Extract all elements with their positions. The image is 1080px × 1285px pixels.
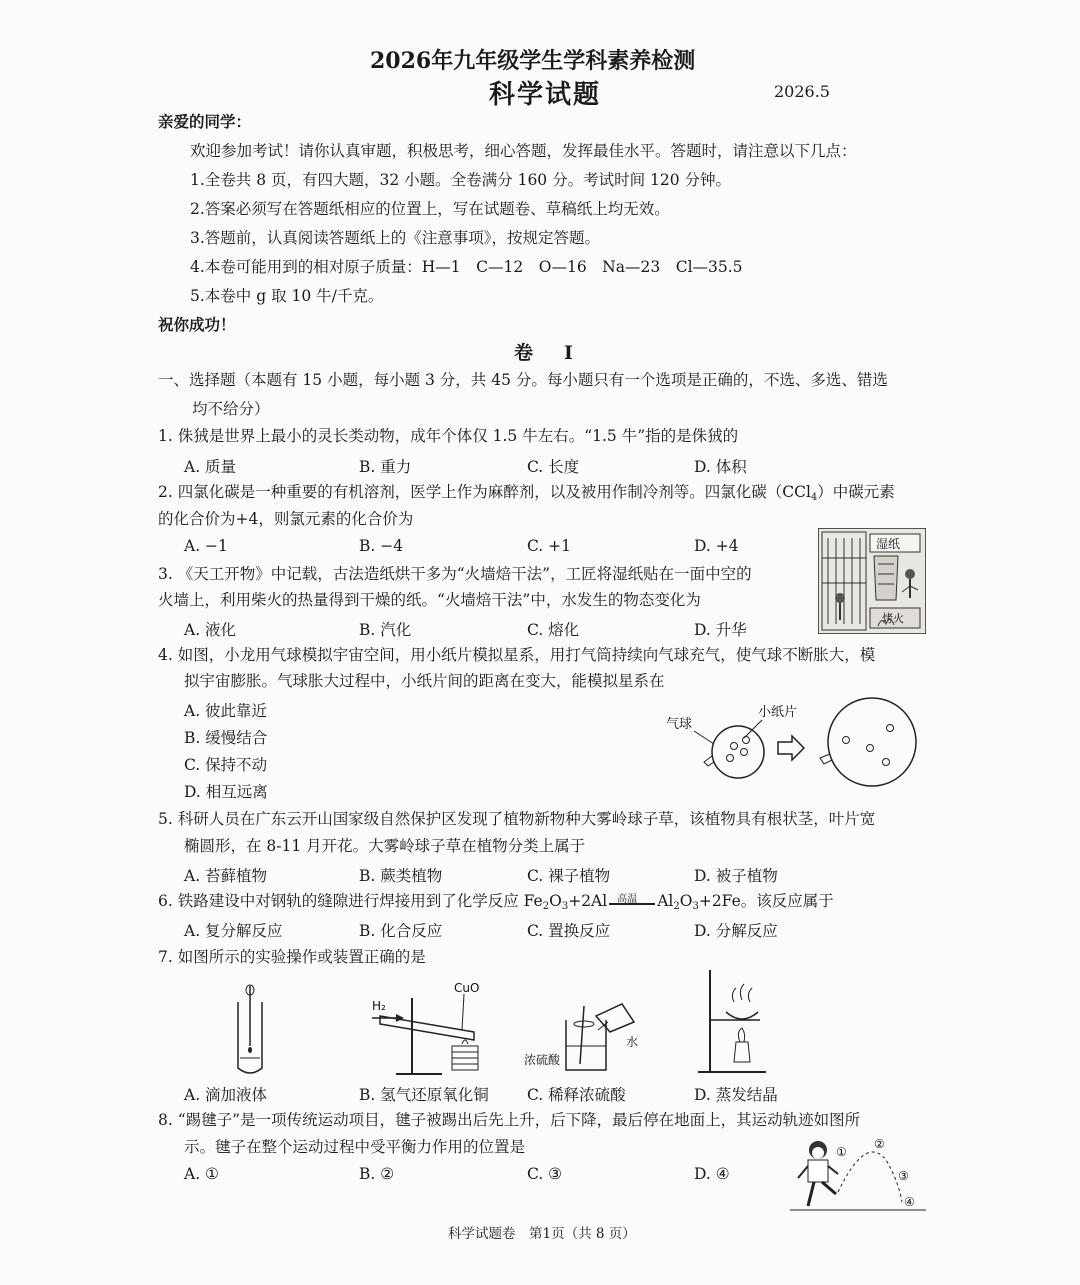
- q3-option-a: A. 液化: [184, 621, 237, 639]
- q3-figure: [818, 528, 926, 634]
- q4-text: 4. 如图，小龙用气球模拟宇宙空间，用小纸片模拟星系，用打气筒持续向气球充气，使气球不断胀大，模: [158, 646, 876, 664]
- q6-sub-4: 3: [692, 901, 699, 912]
- note-2: 2.答案必须写在答题纸相应的位置上，写在试题卷、草稿纸上均无效。: [190, 200, 670, 218]
- q5-text: 5. 科研人员在广东云开山国家级自然保护区发现了植物新物种大雾岭球子草，该植物具有根状茎，叶片宽: [158, 810, 876, 828]
- q6-reaction-condition: 高温: [617, 894, 638, 905]
- q1-option-b: B. 重力: [359, 458, 412, 476]
- q4-option-a: A. 彼此靠近: [184, 702, 268, 720]
- q7-label-acid: 浓硫酸: [524, 1053, 561, 1067]
- q3-option-d: D. 升华: [694, 621, 747, 639]
- note-3: 3.答题前，认真阅读答题纸上的《注意事项》，按规定答题。: [190, 229, 601, 247]
- q1-option-c: C. 长度: [527, 458, 580, 476]
- q8-option-c: C. ③: [527, 1165, 563, 1183]
- q4-option-b: B. 缓慢结合: [184, 729, 268, 747]
- q7-figure-d: [696, 966, 776, 1078]
- q7-option-b: B. 氢气还原氧化铜: [359, 1086, 489, 1104]
- q1-option-d: D. 体积: [694, 458, 747, 476]
- q6-reaction-arrow: [609, 892, 655, 906]
- exam-title: 2026年九年级学生学科素养检测: [370, 48, 696, 74]
- q2-option-b: B. −4: [359, 537, 404, 555]
- q8-label-1: ①: [836, 1145, 847, 1159]
- q8-label-3: ③: [898, 1169, 909, 1183]
- q6-option-b: B. 化合反应: [359, 922, 443, 940]
- q6-text-o1: O: [549, 892, 562, 910]
- q2-option-c: C. +1: [527, 537, 572, 555]
- q5-text-cont: 椭圆形，在 8-11 月开花。大雾岭球子草在植物分类上属于: [184, 837, 586, 855]
- q5-option-a: A. 苔藓植物: [184, 867, 268, 885]
- q2-text-part1: 2. 四氯化碳是一种重要的有机溶剂，医学上作为麻醉剂，以及被用作制冷剂等。四氯化碳（CCl: [158, 483, 811, 501]
- q6-option-a: A. 复分解反应: [184, 922, 283, 940]
- q4-option-d: D. 相互远离: [184, 783, 268, 801]
- exam-date: 2026.5: [774, 82, 830, 101]
- q7-text: 7. 如图所示的实验操作或装置正确的是: [158, 948, 426, 966]
- q2-text-part2: ）中碳元素: [817, 483, 895, 501]
- q7-label-water: 水: [626, 1035, 639, 1049]
- q8-label-2: ②: [874, 1137, 885, 1151]
- q3-figure-label-wet-paper: 湿纸: [876, 537, 901, 551]
- q6-text: [158, 887, 834, 921]
- greeting: 亲爱的同学：: [158, 112, 252, 131]
- q2-subscript: 4: [810, 492, 818, 503]
- q3-text-cont: 火墙上，利用柴火的热量得到干燥的纸。“火墙焙干法”中，水发生的物态变化为: [158, 591, 701, 609]
- q8-option-b: B. ②: [359, 1165, 395, 1183]
- section-title: 卷 I: [514, 342, 579, 364]
- q4-figure-label-paper: 小纸片: [758, 705, 798, 720]
- note-4: 4.本卷可能用到的相对原子质量：H—1 C—12 O—16 Na—23 Cl—35.5: [190, 258, 743, 276]
- q8-option-d: D. ④: [694, 1165, 730, 1183]
- q8-figure: [790, 1136, 928, 1214]
- q8-text: 8. “踢毽子”是一项传统运动项目，毽子被踢出后先上升，后下降，最后停在地面上，其运动轨迹如图所: [158, 1111, 861, 1129]
- q7-figure-a: [230, 982, 270, 1077]
- q7-option-d: D. 蒸发结晶: [694, 1086, 778, 1104]
- q1-text: 1. 侏狨是世界上最小的灵长类动物，成年个体仅 1.5 牛左右。“1.5 牛”指的是侏狨的: [158, 427, 739, 445]
- q6-text-al: +2Al: [568, 892, 608, 910]
- q3-figure-label-fire: 烤火: [882, 612, 904, 625]
- q2-option-a: A. −1: [184, 537, 228, 555]
- q7-figure-b: [366, 978, 498, 1080]
- note-5: 5.本卷中 g 取 10 牛/千克。: [190, 287, 384, 305]
- q8-label-4: ④: [904, 1195, 915, 1209]
- note-1: 1.全卷共 8 页，有四大题，32 小题。全卷满分 160 分。考试时间 120 分钟。: [190, 171, 732, 189]
- q6-arrow-line: [609, 903, 655, 905]
- q6-option-d: D. 分解反应: [694, 922, 778, 940]
- q2-text-cont: 的化合价为+4，则氯元素的化合价为: [158, 510, 414, 528]
- q3-text: 3. 《天工开物》中记载，古法造纸烘干多为“火墙焙干法”，工匠将湿纸贴在一面中空的: [158, 565, 752, 583]
- closing: 祝你成功！: [158, 315, 236, 334]
- q5-option-c: C. 裸子植物: [527, 867, 611, 885]
- q8-option-a: A. ①: [184, 1165, 219, 1183]
- q6-text-al2: Al: [657, 892, 674, 910]
- q6-text-part1: 6. 铁路建设中对钢轨的缝隙进行焊接用到了化学反应 Fe: [158, 892, 543, 910]
- q7-label-h2: H₂: [372, 999, 386, 1013]
- q6-sub-1: 2: [542, 901, 550, 912]
- q5-option-d: D. 被子植物: [694, 867, 778, 885]
- q7-label-cuo: CuO: [454, 981, 480, 995]
- q6-option-c: C. 置换反应: [527, 922, 611, 940]
- exam-subtitle: 科学试题: [489, 80, 602, 110]
- q6-sub-2: 3: [561, 901, 569, 912]
- q4-figure-label-balloon: 气球: [666, 717, 693, 732]
- q3-option-b: B. 汽化: [359, 621, 412, 639]
- q6-text-end: +2Fe。该反应属于: [698, 892, 834, 910]
- q6-sub-3: 2: [673, 901, 680, 912]
- q1-option-a: A. 质量: [184, 458, 237, 476]
- q4-option-c: C. 保持不动: [184, 756, 268, 774]
- welcome-text: 欢迎参加考试！请你认真审题，积极思考，细心答题，发挥最佳水平。答题时，请注意以下几点：: [190, 142, 857, 160]
- q7-figure-c: [522, 1000, 652, 1078]
- section-heading-cont: 均不给分）: [192, 400, 270, 418]
- q4-text-cont: 拟宇宙膨胀。气球胀大过程中，小纸片间的距离在变大，能模拟星系在: [184, 672, 665, 690]
- page-footer: 科学试题卷 第1页（共 8 页）: [448, 1226, 636, 1242]
- q4-figure: [664, 696, 928, 788]
- q2-option-d: D. +4: [694, 537, 739, 555]
- section-heading: 一、选择题（本题有 15 小题，每小题 3 分，共 45 分。每小题只有一个选项是正确的，不选、多选、错选: [158, 371, 888, 389]
- q7-option-a: A. 滴加液体: [184, 1086, 268, 1104]
- q6-text-o2: O: [679, 892, 693, 910]
- q3-option-c: C. 熔化: [527, 621, 580, 639]
- q5-option-b: B. 蕨类植物: [359, 867, 443, 885]
- q7-option-c: C. 稀释浓硫酸: [527, 1086, 626, 1104]
- q8-text-cont: 示。毽子在整个运动过程中受平衡力作用的位置是: [184, 1138, 526, 1156]
